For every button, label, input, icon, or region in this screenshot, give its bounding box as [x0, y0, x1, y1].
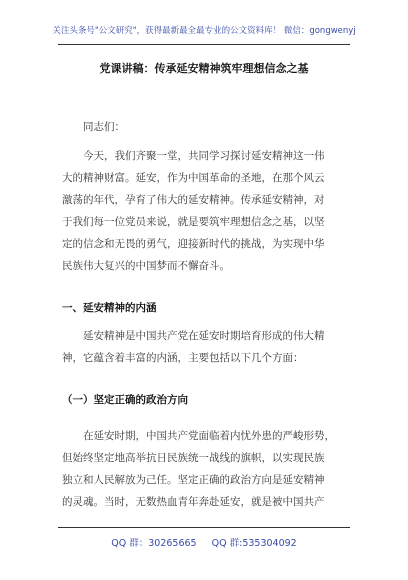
footer-qq-group-1: QQ 群：30265665	[111, 538, 197, 549]
section-paragraph	[62, 325, 352, 369]
paragraph-line: 民族伟大复兴的中国梦而不懈奋斗。	[62, 260, 230, 272]
footer	[0, 535, 408, 549]
header-divider	[58, 44, 350, 45]
salutation: 同志们：	[83, 121, 125, 133]
footer-divider	[58, 527, 350, 528]
footer-qq-group-2: QQ 群:535304092	[211, 538, 297, 549]
paragraph-line: 但始终坚定地高举抗日民族统一战线的旗帜，以实现民族	[62, 452, 325, 464]
paragraph-line: 定的信念和无畏的勇气，迎接新时代的挑战，为实现中华	[62, 238, 325, 250]
paragraph-line: 神，它蕴含着丰富的内涵，主要包括以下几个方面：	[62, 352, 304, 364]
section-heading: 一、延安精神的内涵	[62, 302, 157, 314]
paragraph-line: 在延安时期，中国共产党面临着内忧外患的严峻形势，	[83, 430, 335, 442]
paragraph-line: 独立和人民解放为己任。坚定正确的政治方向是延安精神	[62, 474, 325, 486]
paragraph-line: 于我们每一位党员来说，就是要筑牢理想信念之基，以坚	[62, 216, 325, 228]
header-note: 关注头条号"公文研究"，获得最新最全最专业的公文资料库！ 微信：gongwenyj	[52, 26, 356, 36]
subsection-heading: （一）坚定正确的政治方向	[62, 394, 188, 406]
paragraph-line: 激荡的年代，孕育了伟大的延安精神。传承延安精神，对	[62, 194, 325, 206]
document-title: 党课讲稿：传承延安精神筑牢理想信念之基	[99, 62, 309, 75]
paragraph-line: 延安精神是中国共产党在延安时期培育形成的伟大精	[83, 330, 325, 342]
paragraph-line: 的灵魂。当时，无数热血青年奔赴延安，就是被中国共产	[62, 496, 325, 508]
paragraph-line: 大的精神财富。延安，作为中国革命的圣地，在那个风云	[62, 172, 325, 184]
intro-paragraph	[62, 145, 352, 277]
paragraph-line: 今天，我们齐聚一堂，共同学习探讨延安精神这一伟	[83, 150, 325, 162]
subsection-paragraph	[62, 425, 352, 513]
